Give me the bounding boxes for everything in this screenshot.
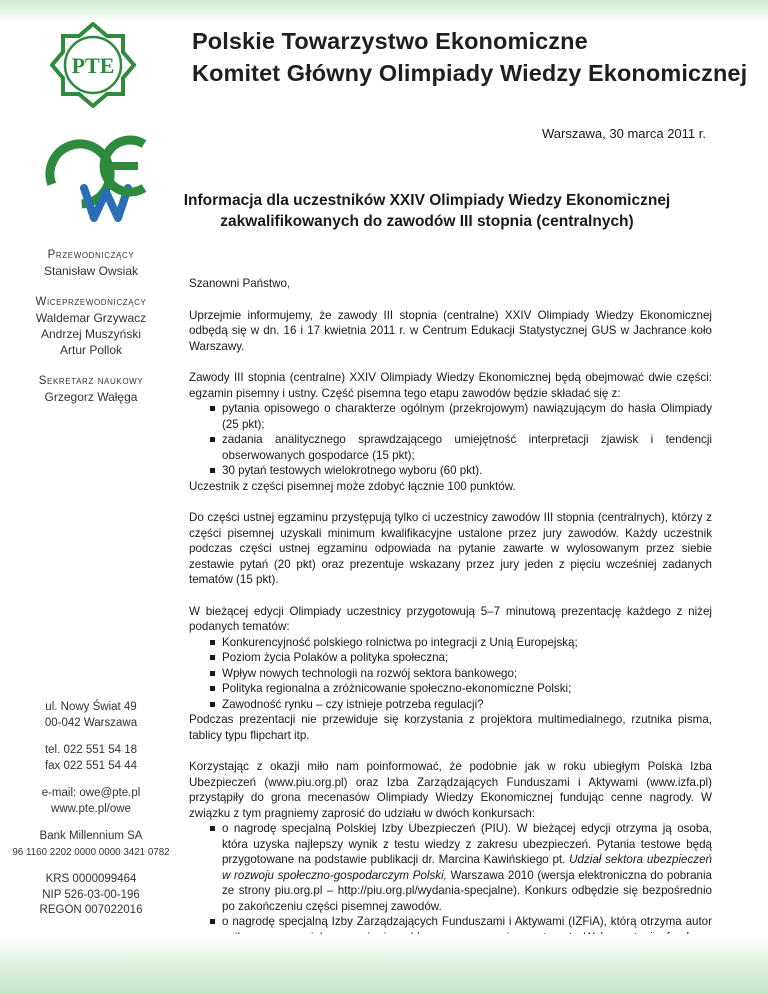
address-city: 00-042 Warszawa <box>44 716 138 729</box>
krs-number: KRS 0000099464 <box>45 873 137 885</box>
fax-number: fax 022 551 54 44 <box>44 759 138 772</box>
paragraph-presentation-note: Podczas prezentacji nie przewiduje się korzystania z projektora multimedialnego, rzutnika pisma, tablicy typu flipchart itp. <box>189 713 712 742</box>
nip-number: NIP 526-03-00-196 <box>42 888 140 901</box>
paragraph-exam-intro: Zawody III stopnia (centralne) XXIV Olimpiady Wiedzy Ekonomicznej będą obejmować dwie części: egzamin pisemny i ustny. Część pisemna tego etapu zawodów będzie składać się z: <box>189 371 712 400</box>
phone-number: tel. 022 551 54 18 <box>44 744 138 756</box>
written-exam-list <box>189 401 712 479</box>
pte-logo-text: PTE <box>71 53 115 78</box>
letter-body <box>189 276 712 976</box>
paragraph-dates: Uprzejmie informujemy, że zawody III stopnia (centralne) XXIV Olimpiady Wiedzy Ekonomicznej odbędą się w dn. 16 i 17 kwietnia 2011 r. w Centrum Edukacji Statystycznej GUS w Jachrance koło Warszawy. <box>189 308 712 353</box>
document-date: Warszawa, 30 marca 2011 r. <box>541 126 706 141</box>
chair-name: Stanisław Owsiak <box>43 264 139 278</box>
paragraph-exam-total: Uczestnik z części pisemnej może zdobyć łącznie 100 punktów. <box>189 479 516 493</box>
list-item: zadania analitycznego sprawdzającego umiejętność interpretacji zjawisk i tendencji obserwowanych gospodarce (15 pkt); <box>189 432 712 463</box>
vice-chair-label: Wiceprzewodniczący <box>35 296 147 308</box>
top-decorative-band <box>0 0 768 22</box>
bank-account: 96 1160 2202 0000 0000 3421 0782 <box>12 846 170 858</box>
bottom-decorative-band <box>0 934 768 994</box>
paragraph-sponsors: Korzystając z okazji miło nam poinformować, że podobnie jak w roku ubiegłym Polska Izba Ubezpieczeń (www.piu.org.pl) oraz Izba Zarządzających Funduszami i Aktywami (www.izfa.pl) przystąpiły do grona mecenasów Olimpiady Wiedzy Ekonomicznej fundując cenne nagrody. W związku z tym pragniemy zaprosić do udziału w dwóch konkursach: <box>189 760 712 820</box>
list-item: Zawodność rynku – czy istnieje potrzeba regulacji? <box>189 697 712 713</box>
vice-chair-name: Artur Pollok <box>59 343 123 357</box>
paragraph-topics-intro: W bieżącej edycji Olimpiady uczestnicy przygotowują 5–7 minutową prezentację każdego z niżej podanych tematów: <box>189 604 712 633</box>
regon-number: REGON 007022016 <box>39 904 143 916</box>
committee-name: Komitet Główny Olimpiady Wiedzy Ekonomicznej <box>192 60 748 86</box>
address-street: ul. Nowy Świat 49 <box>45 701 137 713</box>
list-item: Wpływ nowych technologii na rozwój sektora bankowego; <box>189 666 712 682</box>
list-item: Polityka regionalna a zróżnicowanie społeczno-ekonomiczne Polski; <box>189 681 712 697</box>
website-link[interactable]: www.pte.pl/owe <box>51 802 131 815</box>
chair-label: Przewodniczący <box>47 249 135 261</box>
paragraph-oral-exam: Do części ustnej egzaminu przystępują tylko ci uczestnicy zawodów III stopnia (centralnych), którzy z części pisemnej uzyskali minimum kwalifikacyjne ustalone przez jury zawodów. Każdy uczestnik podczas części ustnej egzaminu odpowiada na pytanie zawarte w wylosowanym przez siebie zestawie pytań (20 pkt) oraz prezentuje wskazany przez jury jeden z pięciu wcześniej zadanych tematów (15 pkt). <box>189 511 712 586</box>
secretary-label: Sekretarz naukowy <box>38 375 144 387</box>
sidebar-committee <box>0 248 182 421</box>
vice-chair-name: Andrzej Muszyński <box>40 327 142 341</box>
title-line-2: zakwalifikowanych do zawodów III stopnia (centralnych) <box>220 213 634 230</box>
list-item: Konkurencyjność polskiego rolnictwa po integracji z Unią Europejską; <box>189 635 712 651</box>
topics-list <box>189 635 712 713</box>
sidebar-contact <box>0 700 182 919</box>
organization-name: Polskie Towarzystwo Ekonomiczne <box>192 28 588 54</box>
bank-name: Bank Millennium SA <box>39 830 143 842</box>
pte-logo <box>50 22 136 108</box>
owe-logo <box>32 118 150 230</box>
greeting: Szanowni Państwo, <box>189 277 291 290</box>
secretary-name: Grzegorz Wałęga <box>44 390 138 404</box>
title-line-1: Informacja dla uczestników XXIV Olimpiady Wiedzy Ekonomicznej <box>183 192 671 209</box>
document-title <box>150 190 704 232</box>
list-item: Poziom życia Polaków a polityka społeczna; <box>189 650 712 666</box>
email-link[interactable]: e-mail: owe@pte.pl <box>41 787 141 799</box>
list-item: 30 pytań testowych wielokrotnego wyboru (60 pkt). <box>189 463 712 479</box>
list-item: o nagrodę specjalną Izby Zarządzających Funduszami i Aktywami (IZFiA), którą otrzyma autor <box>189 914 712 976</box>
list-item: o nagrodę specjalną Polskiej Izby Ubezpieczeń (PIU). W bieżącej edycji otrzyma ją osoba, która uzyska najlepszy wynik z testu wiedzy z zakresu ubezpieczeń. Pytania testowe będą przygotowane na podstawie publikacji dr. Marcina Kawińskiego pt. Udział sektora ubezpieczeń w rozwoju społeczno-gospodarczym Polski, Warszawa 2010 (wersja elektroniczna do pobrania ze strony piu.org.pl – http://piu.org.pl/wydania-specjalne). Konkurs odbędzie się bezpośrednio po zakończeniu części pisemnej zawodów. <box>189 821 712 914</box>
list-item: pytania opisowego o charakterze ogólnym (przekrojowym) nawiązującym do hasła Olimpiady (25 pkt); <box>189 401 712 432</box>
vice-chair-name: Waldemar Grzywacz <box>35 311 147 325</box>
